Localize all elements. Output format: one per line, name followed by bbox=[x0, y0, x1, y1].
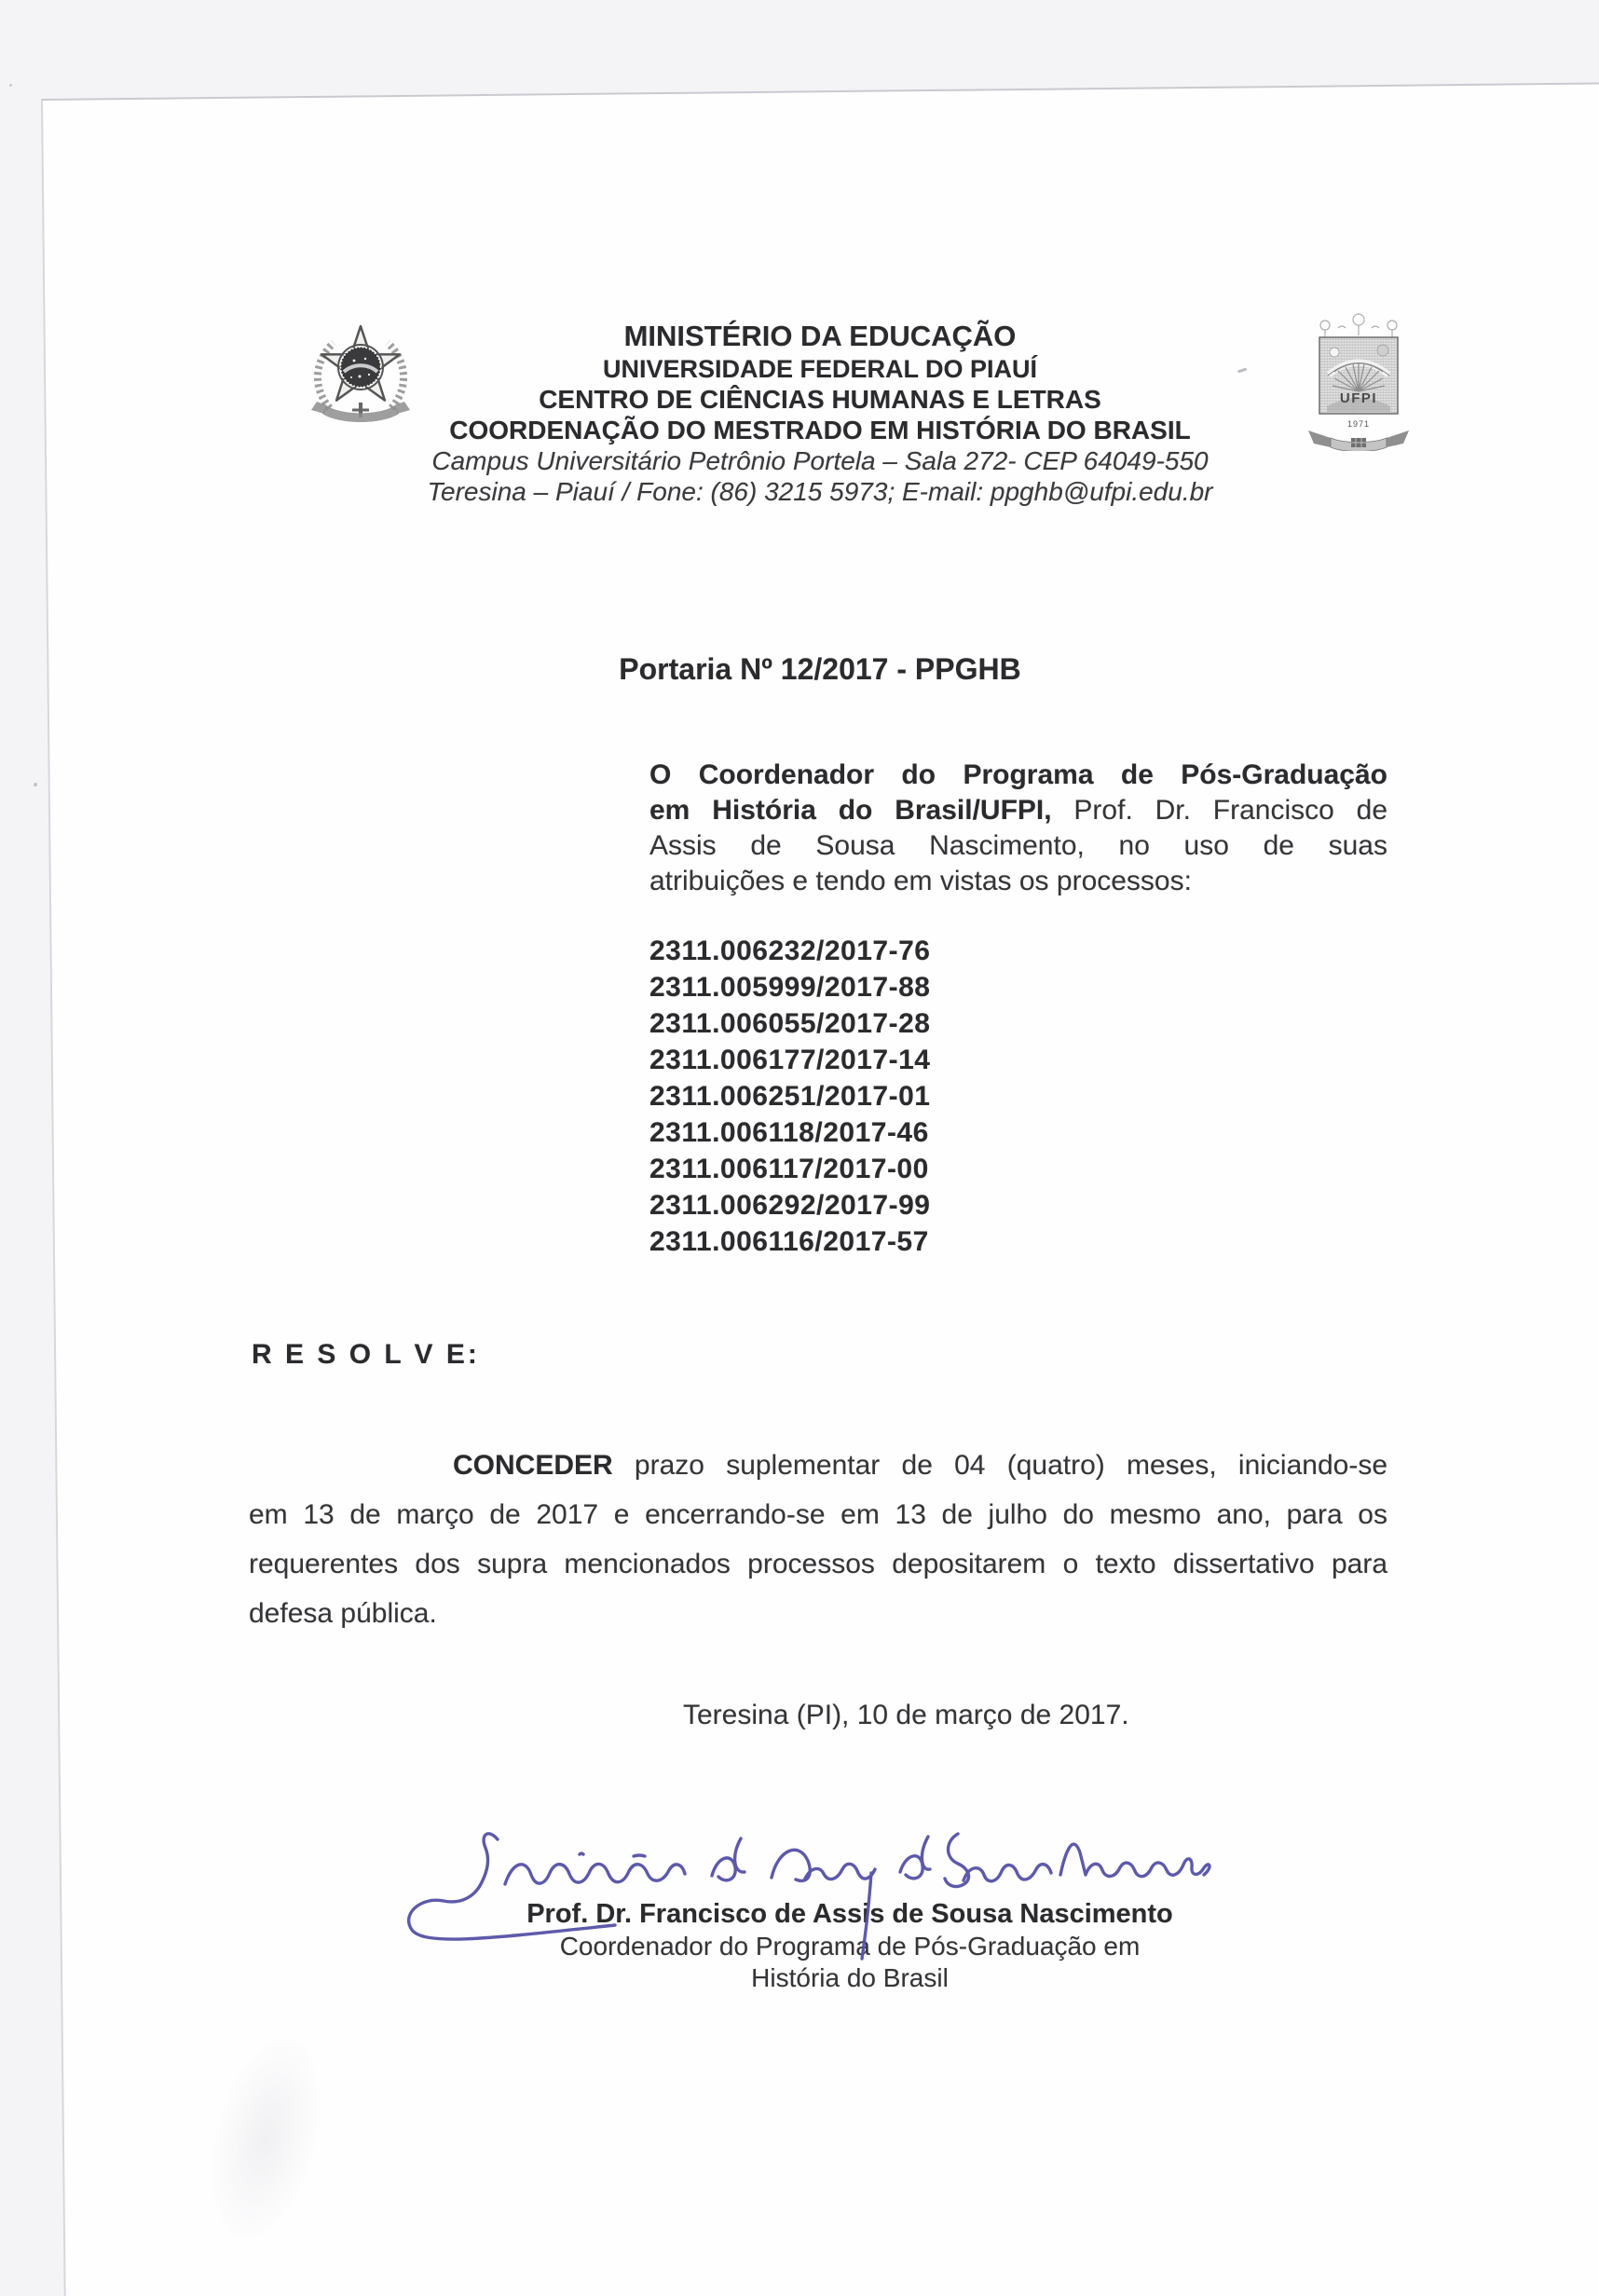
portaria-title: Portaria Nº 12/2017 - PPGHB bbox=[619, 652, 1021, 686]
letterhead bbox=[354, 319, 1286, 507]
resolution-regular-fragment: prazo suplementar de 04 (quatro) meses, iniciando-se bbox=[612, 1450, 1387, 1481]
process-number: 2311.006251/2017-01 bbox=[649, 1081, 931, 1112]
resolution-line: em 13 de março de 2017 e encerrando-se em 13 de julho do mesmo ano, para os bbox=[249, 1499, 1387, 1530]
process-number: 2311.006232/2017-76 bbox=[649, 936, 931, 966]
preamble-line: atribuições e tendo em vistas os processos: bbox=[649, 866, 1192, 896]
org-line-coordination: COORDENAÇÃO DO MESTRADO EM HISTÓRIA DO BRASIL bbox=[449, 416, 1191, 444]
org-line-university: UNIVERSIDADE FEDERAL DO PIAUÍ bbox=[602, 355, 1038, 383]
signer-name: Prof. Dr. Francisco de Assis de Sousa Nascimento bbox=[526, 1899, 1173, 1929]
crest-label: UFPI bbox=[1339, 390, 1378, 406]
address-line-campus: Campus Universitário Petrônio Portela – Sala 272- CEP 64049-550 bbox=[431, 446, 1209, 475]
scan-speck bbox=[9, 84, 12, 87]
ufpi-crest-icon bbox=[1306, 313, 1411, 451]
conceder-keyword: CONCEDER bbox=[453, 1450, 613, 1481]
process-number: 2311.006055/2017-28 bbox=[649, 1008, 931, 1039]
preamble-line: O Coordenador do Programa de Pós-Graduação bbox=[649, 759, 1387, 790]
org-line-center: CENTRO DE CIÊNCIAS HUMANAS E LETRAS bbox=[539, 385, 1101, 414]
process-number: 2311.006292/2017-99 bbox=[649, 1190, 931, 1221]
resolution-line: requerentes dos supra mencionados processos depositarem o texto dissertativo para bbox=[249, 1549, 1387, 1579]
preamble-line: Assis de Sousa Nascimento, no uso de suas bbox=[649, 830, 1387, 861]
preamble-paragraph bbox=[649, 758, 1387, 899]
date-line: Teresina (PI), 10 de março de 2017. bbox=[683, 1700, 1129, 1730]
scan-speck bbox=[34, 783, 37, 786]
resolve-heading: R E S O L V E: bbox=[252, 1339, 480, 1370]
preamble-regular-fragment: Prof. Dr. Francisco de bbox=[1051, 795, 1388, 826]
address-line-contact: Teresina – Piauí / Fone: (86) 3215 5973; E-mail: ppghb@ufpi.edu.br bbox=[427, 477, 1213, 506]
resolution-line bbox=[249, 1441, 1387, 1490]
preamble-bold-fragment: em História do Brasil/UFPI, bbox=[649, 795, 1052, 826]
process-number: 2311.006118/2017-46 bbox=[649, 1117, 929, 1148]
resolution-line: defesa pública. bbox=[249, 1598, 437, 1629]
process-number: 2311.006117/2017-00 bbox=[649, 1154, 929, 1184]
signer-role-line: Coordenador do Programa de Pós-Graduação em bbox=[559, 1932, 1141, 1961]
process-number: 2311.006177/2017-14 bbox=[649, 1045, 931, 1075]
process-number: 2311.006116/2017-57 bbox=[649, 1226, 929, 1257]
preamble-line bbox=[649, 793, 1387, 828]
signer-role-line: História do Brasil bbox=[751, 1963, 949, 1992]
process-number: 2311.005999/2017-88 bbox=[649, 972, 931, 1003]
signature-handwriting-icon bbox=[390, 1823, 1213, 1964]
resolution-paragraph bbox=[249, 1441, 1387, 1638]
process-number-list bbox=[649, 933, 930, 1260]
org-line-ministry: MINISTÉRIO DA EDUCAÇÃO bbox=[623, 320, 1017, 352]
crest-year: 1971 bbox=[1346, 419, 1371, 429]
